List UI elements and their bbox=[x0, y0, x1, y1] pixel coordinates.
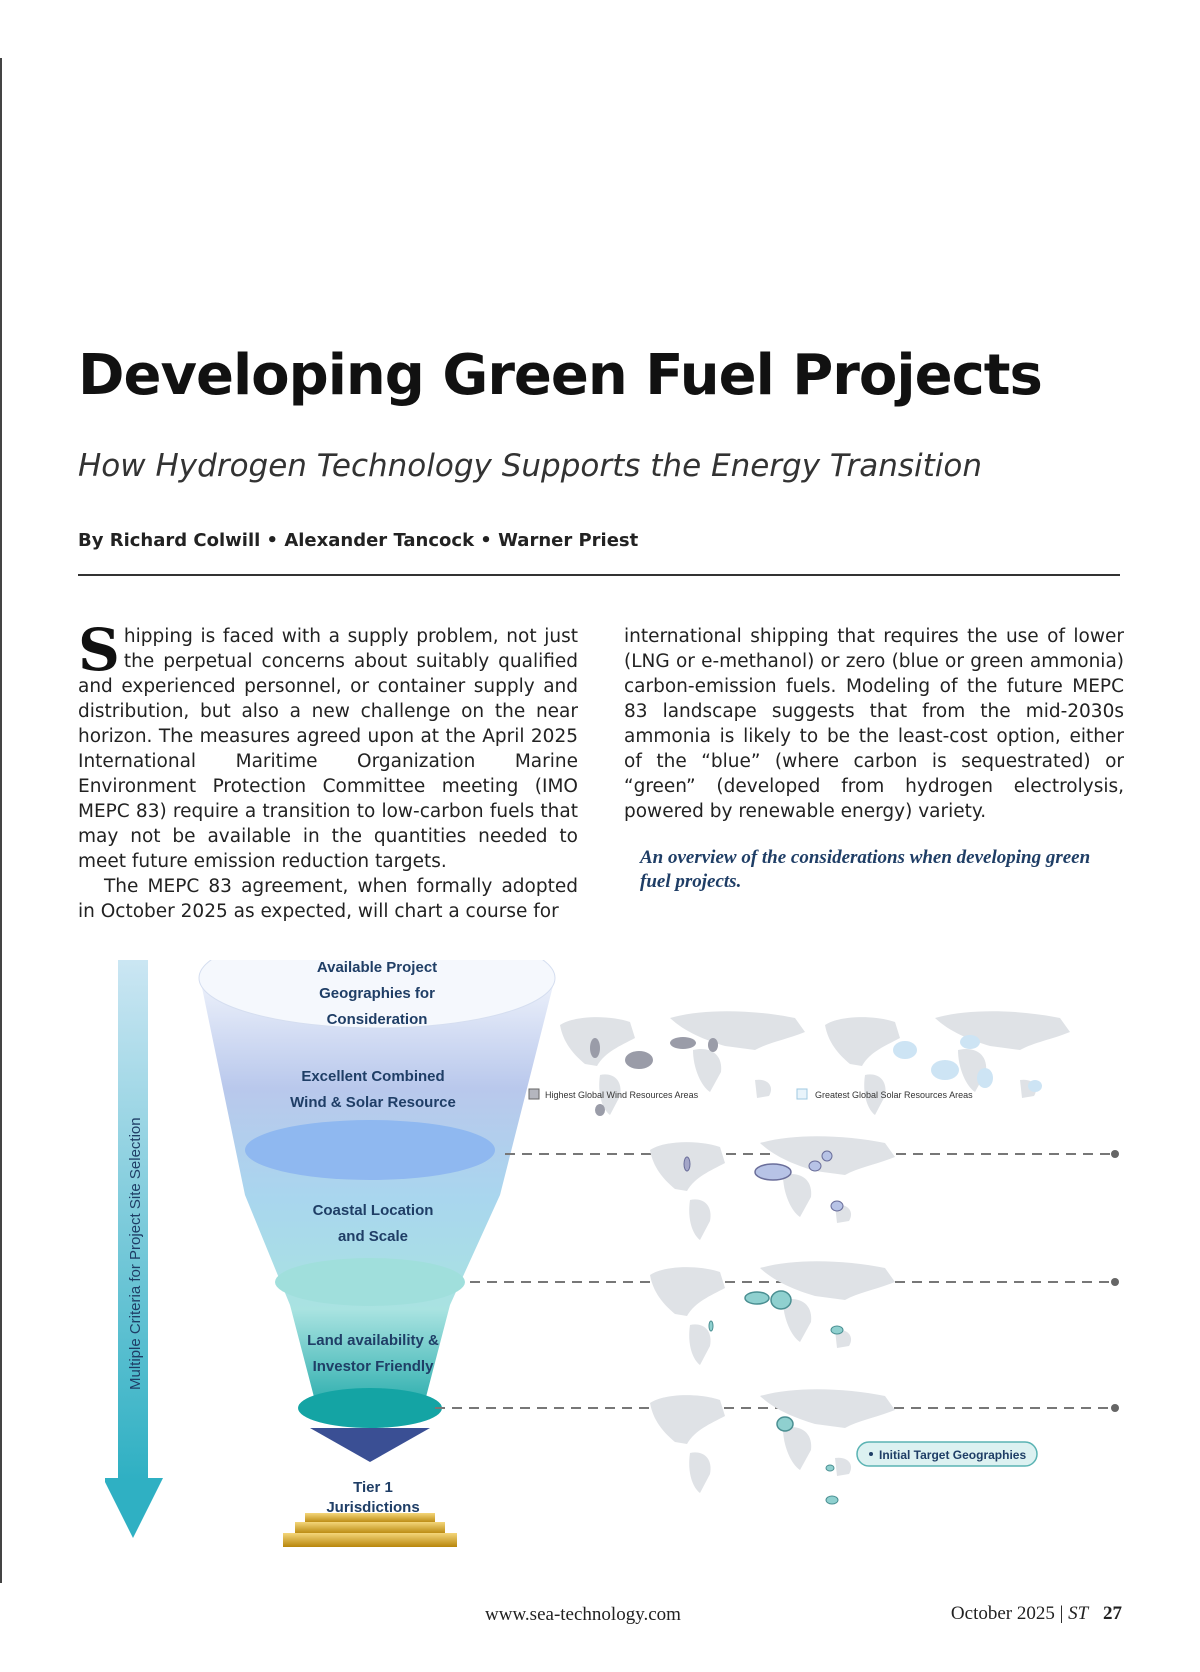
stage-1-label-line3: Consideration bbox=[326, 1011, 428, 1028]
legend-solar-swatch bbox=[797, 1089, 807, 1099]
legend-wind-swatch bbox=[529, 1089, 539, 1099]
figure-caption: An overview of the considerations when developing green fuel projects. bbox=[640, 847, 1091, 892]
body-column-left bbox=[78, 616, 578, 924]
stage-4-label-line1: Land availability & bbox=[307, 1332, 439, 1349]
body-column-right bbox=[624, 624, 1124, 824]
page-number: 27 bbox=[1103, 1603, 1122, 1624]
world-map-coastal bbox=[650, 1136, 895, 1240]
stage-2-label-line2: Wind & Solar Resource bbox=[290, 1094, 456, 1111]
stage-connectors bbox=[435, 1154, 1113, 1408]
stage-5-label-line2: Jurisdictions bbox=[326, 1499, 420, 1516]
stage-3-label-line2: and Scale bbox=[337, 1228, 409, 1245]
world-map-land bbox=[650, 1261, 895, 1365]
footer-url: www.sea-technology.com bbox=[485, 1604, 681, 1625]
connector-end-3 bbox=[1111, 1404, 1119, 1412]
map-legend bbox=[529, 1089, 973, 1100]
stage-1-label-line2: Geographies for bbox=[319, 985, 435, 1002]
footer-publication: ST bbox=[1068, 1603, 1089, 1624]
paragraph-1-text: hipping is faced with a supply problem, not just the perpetual concerns about suitably qualified and experienced personnel, or container supply and distribution, but also a new challenge on the near horizon. The measures agreed upon at the April 2025 International Maritime Organization Marine Environment Protection Committee meeting (IMO MEPC 83) require a transition to low-carbon fuels that may not be available in the quantities needed to meet future emission reduction targets. bbox=[78, 626, 578, 872]
legend-solar-label: Greatest Global Solar Resources Areas bbox=[815, 1090, 973, 1100]
stage-1-label-line1: Available Project bbox=[316, 960, 438, 976]
connector-end-2 bbox=[1111, 1278, 1119, 1286]
target-legend bbox=[857, 1442, 1037, 1466]
paragraph-3: international shipping that requires the use of lower (LNG or e-methanol) or zero (blue or green ammonia) carbon-emission fuels. Modeling of the future MEPC 83 landscape suggests that from the mid-2030s ammonia is likely to be the least-cost option, either of the “blue” (where carbon is sequestrated) or “green” (developed from hydrogen electrolysis, powered by renewable energy) variety. bbox=[624, 626, 1124, 822]
paragraph-2: The MEPC 83 agreement, when formally adopted in October 2025 as expected, will chart a course for bbox=[78, 876, 578, 922]
site-selection-figure bbox=[105, 960, 1140, 1575]
stage-4-label-line2: Investor Friendly bbox=[312, 1358, 434, 1375]
legend-target-label: Initial Target Geographies bbox=[879, 1448, 1027, 1462]
article-subtitle: How Hydrogen Technology Supports the Energy Transition bbox=[78, 448, 982, 484]
article-byline: By Richard Colwill • Alexander Tancock • Warner Priest bbox=[78, 530, 639, 551]
drop-cap: S bbox=[78, 616, 120, 684]
footer-date: October 2025 | bbox=[950, 1603, 1064, 1624]
legend-wind-label: Highest Global Wind Resources Areas bbox=[545, 1090, 699, 1100]
world-map-target bbox=[650, 1389, 895, 1504]
footer-issue bbox=[951, 1603, 1122, 1625]
page-edge-rule bbox=[0, 58, 2, 1583]
paragraph-1 bbox=[78, 616, 578, 874]
title-divider bbox=[78, 574, 1120, 576]
tier1-podium bbox=[283, 1513, 457, 1547]
connector-end-1 bbox=[1111, 1150, 1119, 1158]
stage-5-label-line1: Tier 1 bbox=[353, 1479, 393, 1496]
world-map-wind bbox=[560, 1011, 805, 1116]
article-title: Developing Green Fuel Projects bbox=[78, 343, 1042, 408]
stage-2-label-line1: Excellent Combined bbox=[301, 1068, 445, 1085]
stage-3-label-line1: Coastal Location bbox=[312, 1202, 434, 1219]
criteria-axis-label: Multiple Criteria for Project Site Selection bbox=[127, 1117, 144, 1390]
